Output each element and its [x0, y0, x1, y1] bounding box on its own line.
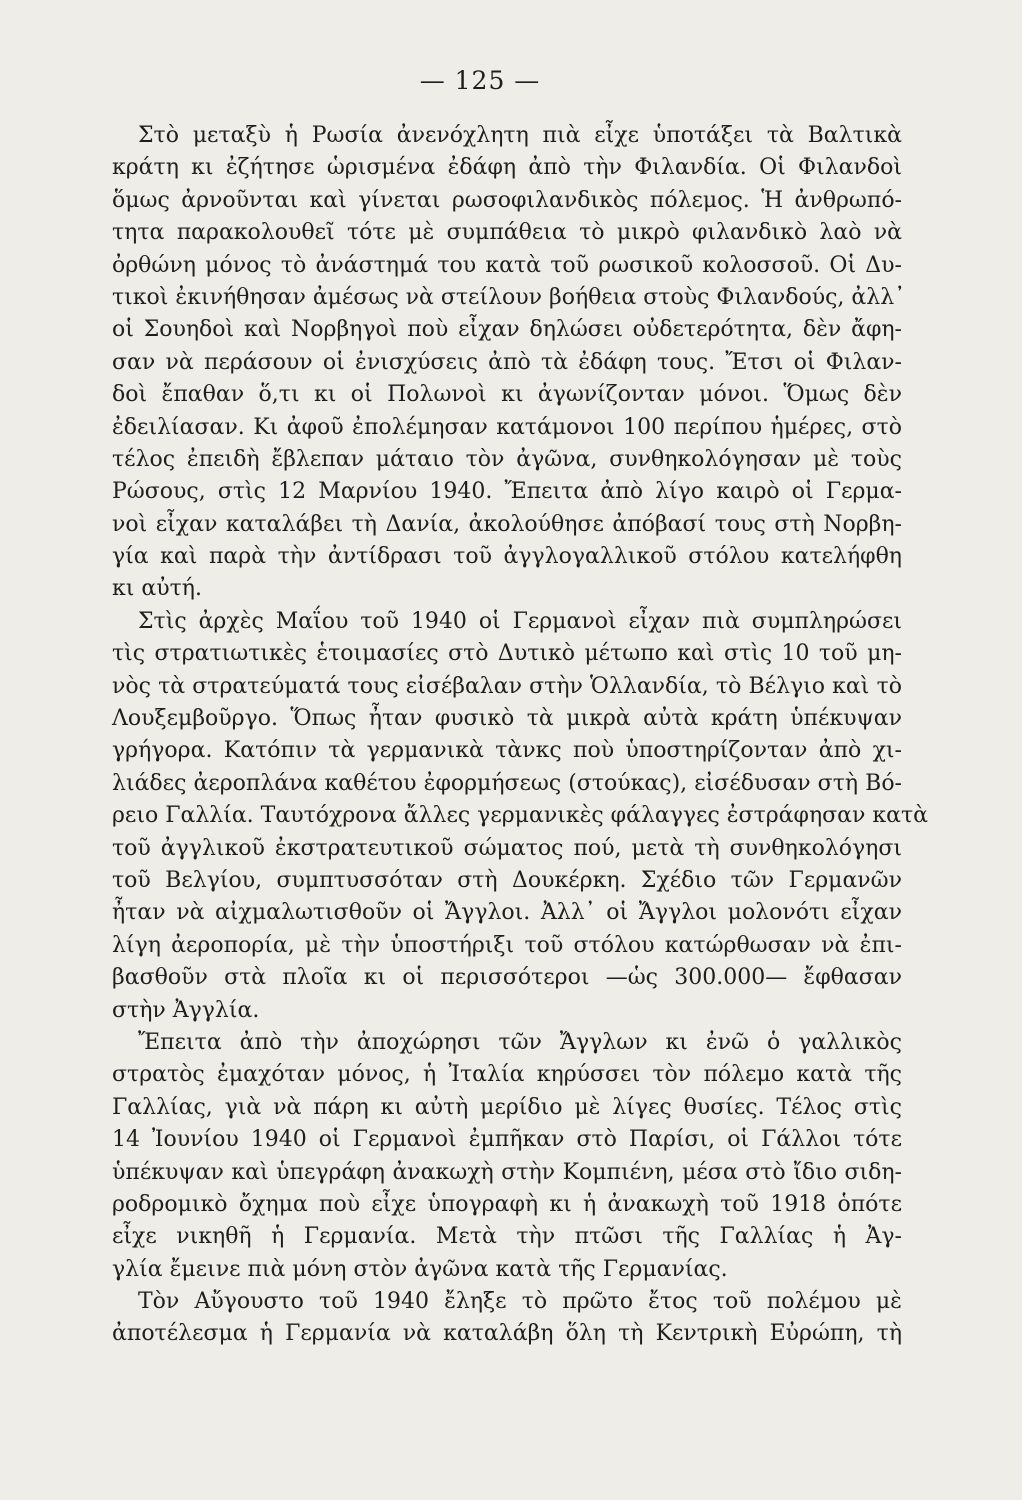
text-line: κράτη κι ἐζήτησε ὡρισμένα ἐδάφη ἀπὸ τὴν Φιλανδία. Οἱ Φιλανδοὶ: [112, 155, 902, 181]
text-line: ὑπέκυψαν καὶ ὑπεγράφη ἀνακωχὴ στὴν Κομπιένη, μέσα στὸ ἴδιο σιδη-: [112, 1159, 902, 1185]
text-line: στὴν Ἀγγλία.: [112, 997, 260, 1023]
text-line: Τὸν Αὔγουστο τοῦ 1940 ἔληξε τὸ πρῶτο ἔτος τοῦ πολέμου μὲ: [138, 1289, 902, 1315]
text-line: δοὶ ἔπαθαν ὅ,τι κι οἱ Πολωνοὶ κι ἀγωνίζονταν μόνοι. Ὅμως δὲν: [112, 382, 902, 408]
text-line: ἀποτέλεσμα ἡ Γερμανία νὰ καταλάβη ὅλη τὴ Κεντρικὴ Εὐρώπη, τὴ: [112, 1321, 902, 1347]
text-line: γία καὶ παρὰ τὴν ἀντίδρασι τοῦ ἀγγλογαλλικοῦ στόλου κατελήφθη: [112, 544, 902, 570]
text-line: τικοὶ ἐκινήθησαν ἀμέσως νὰ στείλουν βοήθεια στοὺς Φιλανδούς, ἀλλ᾽: [112, 284, 906, 310]
text-line: ρειο Γαλλία. Ταυτόχρονα ἄλλες γερμανικὲς φάλαγγες ἐστράφησαν κατὰ: [112, 803, 928, 829]
text-line: βασθοῦν στὰ πλοῖα κι οἱ περισσότεροι —ὡς 300.000— ἔφθασαν: [112, 965, 902, 991]
text-line: 14 Ἰουνίου 1940 οἱ Γερμανοὶ ἐμπῆκαν στὸ Παρίσι, οἱ Γάλλοι τότε: [112, 1127, 902, 1153]
text-line: λίγη ἀεροπορία, μὲ τὴν ὑποστήριξι τοῦ στόλου κατώρθωσαν νὰ ἐπι-: [112, 932, 902, 958]
paragraph: [112, 1286, 902, 1351]
text-line: σαν νὰ περάσουν οἱ ἐνισχύσεις ἀπὸ τὰ ἐδάφη τους. Ἔτσι οἱ Φιλαν-: [112, 349, 902, 375]
text-line: Λουξεμβοῦργο. Ὅπως ἦταν φυσικὸ τὰ μικρὰ αὐτὰ κράτη ὑπέκυψαν: [112, 706, 902, 732]
text-line: Στὸ μεταξὺ ἡ Ρωσία ἀνενόχλητη πιὰ εἶχε ὑποτάξει τὰ Βαλτικὰ: [138, 123, 902, 148]
text-line: ὅμως ἀρνοῦνται καὶ γίνεται ρωσοφιλανδικὸς πόλεμος. Ἡ ἀνθρωπό-: [112, 187, 902, 213]
paragraph: [112, 1027, 902, 1286]
text-line: ροδρομικὸ ὄχημα ποὺ εἶχε ὑπογραφὴ κι ἡ ἀνακωχὴ τοῦ 1918 ὁπότε: [112, 1191, 902, 1217]
text-line: νοὶ εἶχαν καταλάβει τὴ Δανία, ἀκολούθησε ἀπόβασί τους στὴ Νορβη-: [112, 511, 902, 537]
text-line: τοῦ ἀγγλικοῦ ἐκστρατευτικοῦ σώματος πού, μετὰ τὴ συνθηκολόγησι: [112, 835, 902, 861]
text-line: τοῦ Βελγίου, συμπτυσσόταν στὴ Δουκέρκη. Σχέδιο τῶν Γερμανῶν: [112, 867, 902, 893]
paragraph: [112, 120, 906, 606]
text-line: τητα παρακολουθεῖ τότε μὲ συμπάθεια τὸ μικρὸ φιλανδικὸ λαὸ νὰ: [112, 220, 902, 246]
text-line: οἱ Σουηδοὶ καὶ Νορβηγοὶ ποὺ εἶχαν δηλώσει οὐδετερότητα, δὲν ἄφη-: [112, 317, 902, 343]
text-line: Γαλλίας, γιὰ νὰ πάρη κι αὐτὴ μερίδιο μὲ λίγες θυσίες. Τέλος στὶς: [112, 1094, 902, 1120]
text-line: εἶχε νικηθῆ ἡ Γερμανία. Μετὰ τὴν πτῶσι τῆς Γαλλίας ἡ Ἀγ-: [112, 1224, 902, 1250]
text-line: γλία ἔμεινε πιὰ μόνη στὸν ἀγῶνα κατὰ τῆς Γερμανίας.: [112, 1256, 728, 1282]
text-line: γρήγορα. Κατόπιν τὰ γερμανικὰ τὰνκς ποὺ ὑποστηρίζονταν ἀπὸ χι-: [112, 738, 902, 764]
text-line: τὶς στρατιωτικὲς ἑτοιμασίες στὸ Δυτικὸ μέτωπο καὶ στὶς 10 τοῦ μη-: [112, 641, 902, 667]
text-line: κι αὐτή.: [112, 576, 202, 602]
text-line: ἦταν νὰ αἰχμαλωτισθοῦν οἱ Ἄγγλοι. Ἀλλ᾽ οἱ Ἄγγλοι μολονότι εἶχαν: [112, 900, 902, 926]
text-line: Στὶς ἀρχὲς Μαΐου τοῦ 1940 οἱ Γερμανοὶ εἶχαν πιὰ συμπληρώσει: [138, 608, 902, 634]
paragraph: [112, 606, 928, 1027]
text-line: λιάδες ἀεροπλάνα καθέτου ἐφορμήσεως (στούκας), εἰσέδυσαν στὴ Βό-: [112, 770, 902, 796]
page-number: — 125 —: [419, 66, 541, 95]
text-line: ἐδειλίασαν. Κι ἀφοῦ ἐπολέμησαν κατάμονοι 100 περίπου ἡμέρες, στὸ: [112, 414, 902, 440]
text-line: νὸς τὰ στρατεύματά τους εἰσέβαλαν στὴν Ὁλλανδία, τὸ Βέλγιο καὶ τὸ: [112, 673, 902, 699]
text-line: ὀρθώνη μόνος τὸ ἀνάστημά του κατὰ τοῦ ρωσικοῦ κολοσσοῦ. Οἱ Δυ-: [112, 252, 902, 278]
text-line: Ρώσους, στὶς 12 Μαρνίου 1940. Ἔπειτα ἀπὸ λίγο καιρὸ οἱ Γερμα-: [112, 479, 902, 505]
text-line: τέλος ἐπειδὴ ἔβλεπαν μάταιο τὸν ἀγῶνα, συνθηκολόγησαν μὲ τοὺς: [112, 446, 902, 472]
text-line: στρατὸς ἐμαχόταν μόνος, ἡ Ἰταλία κηρύσσει τὸν πόλεμο κατὰ τῆς: [112, 1062, 902, 1088]
text-line: Ἔπειτα ἀπὸ τὴν ἀποχώρησι τῶν Ἄγγλων κι ἐνῶ ὁ γαλλικὸς: [138, 1029, 902, 1055]
body-text: [112, 120, 928, 1351]
